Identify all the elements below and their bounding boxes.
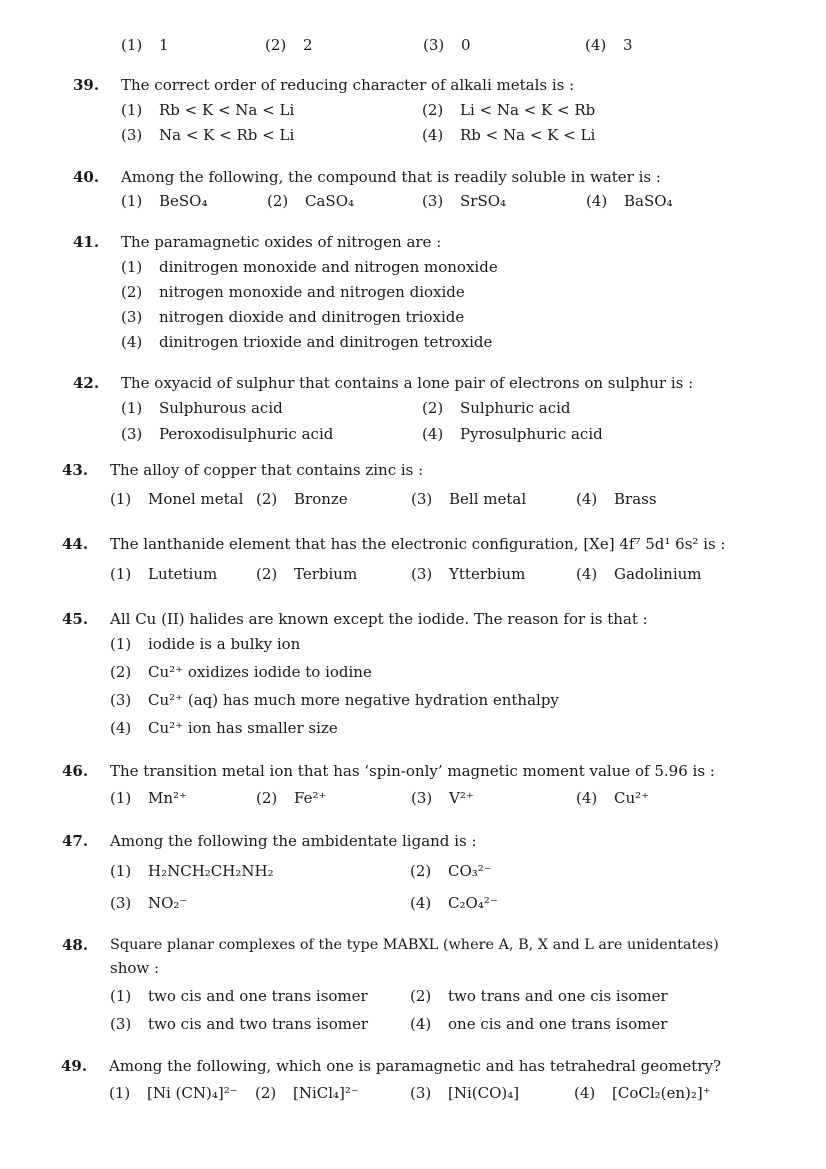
option-text: 1 [159, 36, 169, 54]
option-text: 0 [461, 36, 471, 54]
option-text: 2 [303, 36, 313, 54]
option: (2) CO₃²⁻ [410, 862, 492, 880]
option-text: 3 [623, 36, 633, 54]
option: (1) Sulphurous acid [121, 399, 283, 417]
option: (2) Sulphuric acid [422, 399, 571, 417]
option: (3) [Ni(CO)₄] [410, 1084, 520, 1102]
question-text-continued: show : [110, 959, 160, 977]
option-number: (1) [121, 36, 143, 54]
question-number: 48. [62, 936, 89, 954]
question-number: 42. [73, 374, 100, 392]
option-number: (4) [585, 36, 607, 54]
option: (1) two cis and one trans isomer [110, 987, 368, 1005]
question-number: 46. [62, 762, 89, 780]
question-number: 45. [62, 610, 89, 628]
option: (3) SrSO₄ [422, 192, 507, 210]
option: (3) Cu²⁺ (aq) has much more negative hydration enthalpy [110, 691, 559, 709]
option: (1) Lutetium [110, 565, 218, 583]
option: (2) nitrogen monoxide and nitrogen dioxide [121, 283, 465, 301]
option: (4) [CoCl₂(en)₂]⁺ [574, 1084, 711, 1102]
question-number: 43. [62, 461, 89, 479]
question-text: The paramagnetic oxides of nitrogen are : [121, 233, 442, 251]
question-number: 39. [73, 76, 100, 94]
option: (2) Li < Na < K < Rb [422, 101, 596, 119]
option: (1) iodide is a bulky ion [110, 635, 301, 653]
option: (3) two cis and two trans isomer [110, 1015, 369, 1033]
option: (2) Cu²⁺ oxidizes iodide to iodine [110, 663, 372, 681]
question-text: Among the following, the compound that is readily soluble in water is : [121, 168, 661, 186]
option: (3) V²⁺ [411, 789, 474, 807]
option: (4) Gadolinium [576, 565, 702, 583]
top-partial-options [0, 34, 826, 56]
option-number: (2) [265, 36, 287, 54]
option-number: (3) [423, 36, 445, 54]
question-number: 40. [73, 168, 100, 186]
question-text: All Cu (II) halides are known except the iodide. The reason for is that : [110, 610, 648, 628]
option: (4) Pyrosulphuric acid [422, 425, 603, 443]
question-number: 41. [73, 233, 100, 251]
option [121, 34, 169, 56]
option [423, 34, 471, 56]
option: (4) Rb < Na < K < Li [422, 126, 596, 144]
question-number: 44. [62, 535, 89, 553]
option: (1) Mn²⁺ [110, 789, 187, 807]
option: (1) [Ni (CN)₄]²⁻ [109, 1084, 238, 1102]
option: (4) BaSO₄ [586, 192, 673, 210]
option: (2) CaSO₄ [267, 192, 355, 210]
option: (3) Ytterbium [411, 565, 526, 583]
question-text: The transition metal ion that has ‘spin-only’ magnetic moment value of 5.96 is : [110, 762, 715, 780]
option: (2) Bronze [256, 490, 348, 508]
option: (1) dinitrogen monoxide and nitrogen monoxide [121, 258, 498, 276]
option: (1) Rb < K < Na < Li [121, 101, 295, 119]
option: (3) nitrogen dioxide and dinitrogen trioxide [121, 308, 465, 326]
option: (3) Na < K < Rb < Li [121, 126, 295, 144]
option: (4) Cu²⁺ [576, 789, 650, 807]
option: (4) C₂O₄²⁻ [410, 894, 498, 912]
option: (3) Peroxodisulphuric acid [121, 425, 334, 443]
option: (4) Brass [576, 490, 657, 508]
question-text: The alloy of copper that contains zinc is : [110, 461, 424, 479]
option: (4) dinitrogen trioxide and dinitrogen tetroxide [121, 333, 493, 351]
option: (1) Monel metal [110, 490, 244, 508]
question-text: Among the following the ambidentate ligand is : [110, 832, 477, 850]
option: (3) NO₂⁻ [110, 894, 188, 912]
question-text: The oxyacid of sulphur that contains a lone pair of electrons on sulphur is : [121, 374, 694, 392]
option [585, 34, 633, 56]
option: (4) Cu²⁺ ion has smaller size [110, 719, 338, 737]
question-text: Among the following, which one is paramagnetic and has tetrahedral geometry? [109, 1057, 722, 1075]
question-text: Square planar complexes of the type MABXL (where A, B, X and L are unidentates) [110, 937, 719, 953]
option: (2) two trans and one cis isomer [410, 987, 668, 1005]
option: (3) Bell metal [411, 490, 527, 508]
option: (2) Fe²⁺ [256, 789, 327, 807]
question-number: 47. [62, 832, 89, 850]
option: (2) [NiCl₄]²⁻ [255, 1084, 359, 1102]
option: (1) H₂NCH₂CH₂NH₂ [110, 862, 274, 880]
option: (2) Terbium [256, 565, 358, 583]
question-text: The lanthanide element that has the electronic configuration, [Xe] 4f⁷ 5d¹ 6s² is : [110, 535, 726, 553]
option: (1) BeSO₄ [121, 192, 208, 210]
option [265, 34, 313, 56]
question-number: 49. [61, 1057, 88, 1075]
option: (4) one cis and one trans isomer [410, 1015, 668, 1033]
question-text: The correct order of reducing character of alkali metals is : [121, 76, 575, 94]
